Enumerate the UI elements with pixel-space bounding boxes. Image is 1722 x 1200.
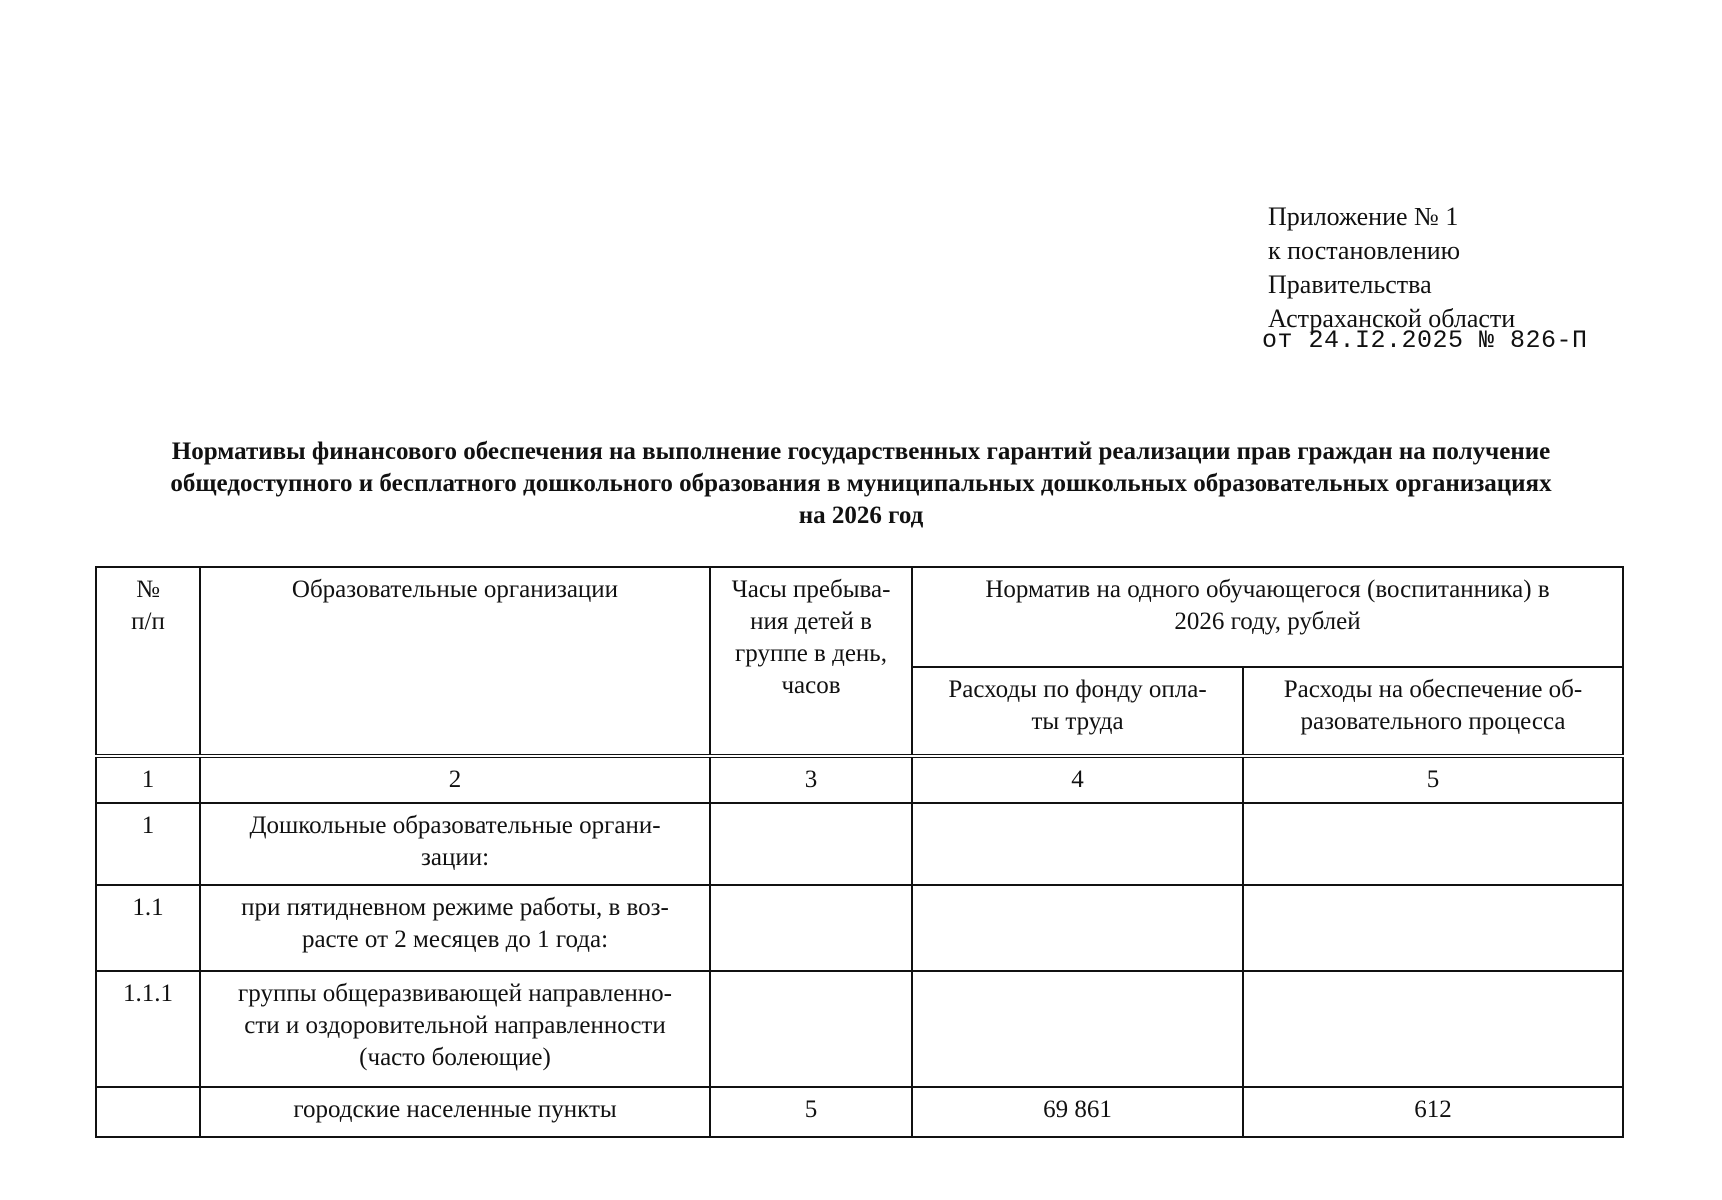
row-hours: [710, 803, 912, 885]
row-process: 612: [1243, 1087, 1623, 1137]
column-numbering-row: [96, 756, 1623, 803]
header-row: [96, 567, 1623, 667]
registration-stamp: от 24.I2.2025 № 826-П: [1262, 326, 1588, 355]
row-organization: Дошкольные образовательные органи- зации:: [200, 803, 710, 885]
column-number: 1: [96, 756, 200, 803]
table-row: [96, 803, 1623, 885]
row-number: 1: [96, 803, 200, 885]
column-number: 3: [710, 756, 912, 803]
header-process-expenses: Расходы на обеспечение об- разовательного процесса: [1243, 667, 1623, 756]
row-organization: группы общеразвивающей направленно- сти и оздоровительной направленности (часто болеющие): [200, 971, 710, 1087]
title-line: на 2026 год: [798, 502, 924, 529]
row-number: 1.1: [96, 885, 200, 971]
row-number: 1.1.1: [96, 971, 200, 1087]
header-payroll-expenses: Расходы по фонду опла- ты труда: [912, 667, 1243, 756]
title-line: общедоступного и бесплатного дошкольного образования в муниципальных дошкольных образовательных организациях: [170, 470, 1552, 497]
row-payroll: [912, 971, 1243, 1087]
row-payroll: [912, 803, 1243, 885]
row-payroll: 69 861: [912, 1087, 1243, 1137]
row-process: [1243, 885, 1623, 971]
header-hours: Часы пребыва- ния детей в группе в день, часов: [710, 567, 912, 756]
row-hours: [710, 885, 912, 971]
appendix-block: [1262, 200, 1588, 355]
header-number: № п/п: [96, 567, 200, 756]
title-line: Нормативы финансового обеспечения на выполнение государственных гарантий реализации прав граждан на получение: [171, 438, 1551, 465]
appendix-line: к постановлению: [1268, 236, 1461, 265]
table-row: [96, 885, 1623, 971]
column-number: 4: [912, 756, 1243, 803]
norms-table: [95, 566, 1624, 1138]
document-title: [96, 436, 1626, 532]
table-row: [96, 1087, 1623, 1137]
row-organization: городские населенные пункты: [200, 1087, 710, 1137]
row-organization: при пятидневном режиме работы, в воз- расте от 2 месяцев до 1 года:: [200, 885, 710, 971]
column-number: 2: [200, 756, 710, 803]
row-process: [1243, 971, 1623, 1087]
row-hours: [710, 971, 912, 1087]
column-number: 5: [1243, 756, 1623, 803]
header-norm-per-student: Норматив на одного обучающегося (воспитанника) в 2026 году, рублей: [912, 567, 1623, 667]
row-process: [1243, 803, 1623, 885]
row-number: [96, 1087, 200, 1137]
row-payroll: [912, 885, 1243, 971]
appendix-line: Приложение № 1: [1268, 202, 1459, 231]
appendix-line: Астраханской области: [1268, 304, 1516, 333]
appendix-line: Правительства: [1268, 270, 1432, 299]
table-row: [96, 971, 1623, 1087]
row-hours: 5: [710, 1087, 912, 1137]
header-organizations: Образовательные организации: [200, 567, 710, 756]
